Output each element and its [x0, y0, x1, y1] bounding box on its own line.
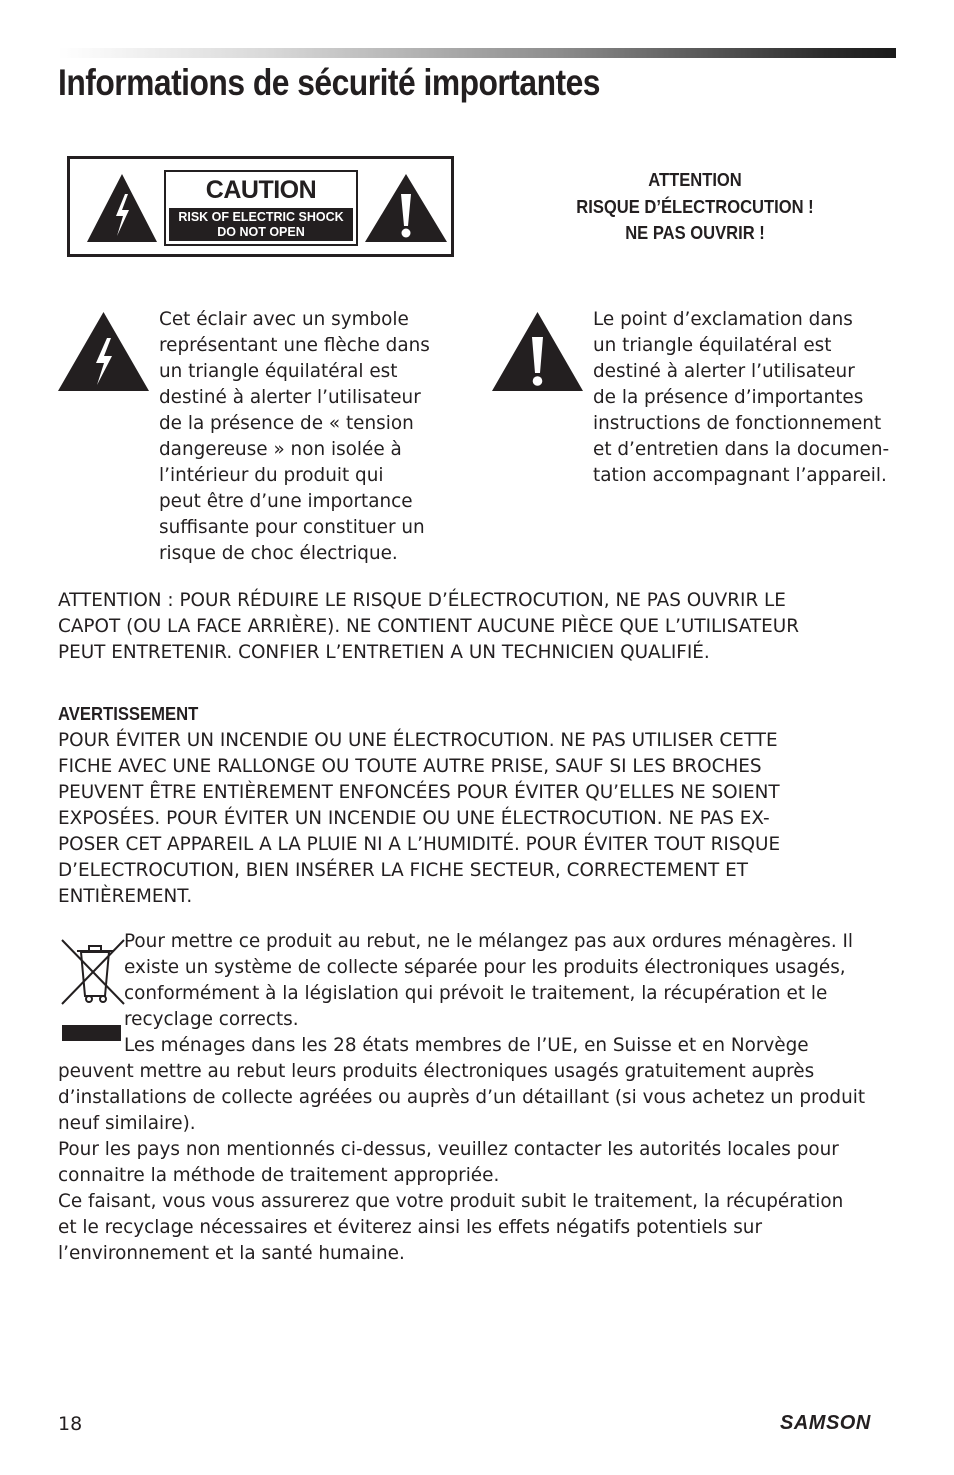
caution-line-2: DO NOT OPEN [217, 225, 305, 239]
text-line: l’intérieur du produit qui [159, 465, 384, 486]
disposal-text [58, 1059, 865, 1267]
caution-label-box [67, 156, 454, 257]
text-line: destiné à alerter l’utilisateur [593, 361, 855, 382]
text-line: D’ELECTROCUTION, BIEN INSÉRER LA FICHE SECTEUR, CORRECTEMENT ET [58, 860, 748, 881]
text-line: CAPOT (OU LA FACE ARRIÈRE). NE CONTIENT AUCUNE PIÈCE QUE L’UTILISATEUR [58, 616, 799, 637]
text-line: un triangle équilatéral est [593, 335, 832, 356]
text-line: représentant une flèche dans [159, 335, 430, 356]
weee-black-bar [62, 1025, 121, 1041]
attention-paragraph [58, 588, 799, 666]
caution-risk-band [169, 208, 353, 241]
text-line: un triangle équilatéral est [159, 361, 398, 382]
attention-line: NE PAS OUVRIR ! [625, 223, 765, 243]
text-line: d’installations de collecte agréées ou auprès d’un détaillant (si vous achetez un produit [58, 1087, 866, 1108]
exclamation-triangle-icon [491, 311, 584, 393]
attention-line: ATTENTION [648, 170, 742, 190]
text-line: destiné à alerter l’utilisateur [159, 387, 421, 408]
text-line: PEUVENT ÊTRE ENTIÈREMENT ENFONCÉES POUR ÉVITER QU’ELLES NE SOIENT [58, 782, 780, 803]
samson-logo: SAMSON [780, 1412, 871, 1434]
text-line: Les ménages dans les 28 états membres de l’UE, en Suisse et en Norvège [124, 1035, 809, 1056]
text-line: peut être d’une importance [159, 491, 413, 512]
text-line: instructions de fonctionnement [593, 413, 882, 434]
text-line: Cet éclair avec un symbole [159, 309, 409, 330]
lightning-warning-icon [84, 170, 160, 246]
warning-heading: AVERTISSEMENT [58, 703, 199, 724]
text-line: conformément à la législation qui prévoit le traitement, la récupération et le [124, 983, 828, 1004]
lightning-triangle-icon [57, 311, 150, 393]
text-line: de la présence de « tension [159, 413, 414, 434]
text-line: Ce faisant, vous vous assurerez que votre produit subit le traitement, la récupération [58, 1191, 844, 1212]
text-line: Pour mettre ce produit au rebut, ne le mélangez pas aux ordures ménagères. Il [124, 931, 854, 952]
text-line: tation accompagnant l’appareil. [593, 465, 887, 486]
crossed-out-bin-icon [58, 936, 128, 1008]
attention-block [552, 167, 837, 247]
text-line: risque de choc électrique. [159, 543, 398, 564]
caution-line-1: RISK OF ELECTRIC SHOCK [178, 210, 344, 224]
caution-word: CAUTION [205, 176, 317, 204]
text-line: peuvent mettre au rebut leurs produits électroniques usagés gratuitement auprès [58, 1061, 815, 1082]
text-line: POUR ÉVITER UN INCENDIE OU UNE ÉLECTROCUTION. NE PAS UTILISER CETTE [58, 730, 778, 751]
warning-paragraph [58, 728, 780, 910]
page-title: Informations de sécurité importantes [58, 62, 600, 103]
attention-line: RISQUE D’ÉLECTROCUTION ! [576, 196, 814, 217]
caution-sign [164, 170, 358, 246]
lightning-symbol-text [159, 307, 430, 567]
text-line: neuf similaire). [58, 1113, 196, 1134]
text-line: dangereuse » non isolée à [159, 439, 402, 460]
text-line: et le recyclage nécessaires et éviterez ainsi les effets négatifs potentiels sur [58, 1217, 763, 1238]
text-line: l’environnement et la santé humaine. [58, 1243, 405, 1264]
text-line: POSER CET APPAREIL A LA PLUIE NI A L’HUMIDITÉ. POUR ÉVITER TOUT RISQUE [58, 834, 781, 855]
header-gradient-bar [58, 48, 896, 58]
text-line: ENTIÈREMENT. [58, 886, 193, 907]
text-line: FICHE AVEC UNE RALLONGE OU TOUTE AUTRE PRISE, SAUF SI LES BROCHES [58, 756, 762, 777]
text-line: et d’entretien dans la documen- [593, 439, 890, 460]
page-number: 18 [58, 1413, 83, 1435]
text-line: Pour les pays non mentionnés ci-dessus, veuillez contacter les autorités locales pour [58, 1139, 839, 1160]
text-line: ATTENTION : POUR RÉDUIRE LE RISQUE D’ÉLECTROCUTION, NE PAS OUVRIR LE [58, 590, 786, 611]
exclamation-symbol-text [593, 307, 889, 489]
text-line: de la présence d’importantes [593, 387, 864, 408]
text-line: suffisante pour constituer un [159, 517, 425, 538]
text-line: recyclage corrects. [124, 1009, 299, 1030]
text-line: connaitre la méthode de traitement appropriée. [58, 1165, 500, 1186]
disposal-indented-text [124, 929, 853, 1059]
text-line: existe un système de collecte séparée pour les produits électroniques usagés, [124, 957, 846, 978]
text-line: PEUT ENTRETENIR. CONFIER L’ENTRETIEN A UN TECHNICIEN QUALIFIÉ. [58, 642, 710, 663]
text-line: Le point d’exclamation dans [593, 309, 853, 330]
exclamation-warning-icon [363, 170, 449, 246]
text-line: EXPOSÉES. POUR ÉVITER UN INCENDIE OU UNE ÉLECTROCUTION. NE PAS EX- [58, 808, 770, 829]
